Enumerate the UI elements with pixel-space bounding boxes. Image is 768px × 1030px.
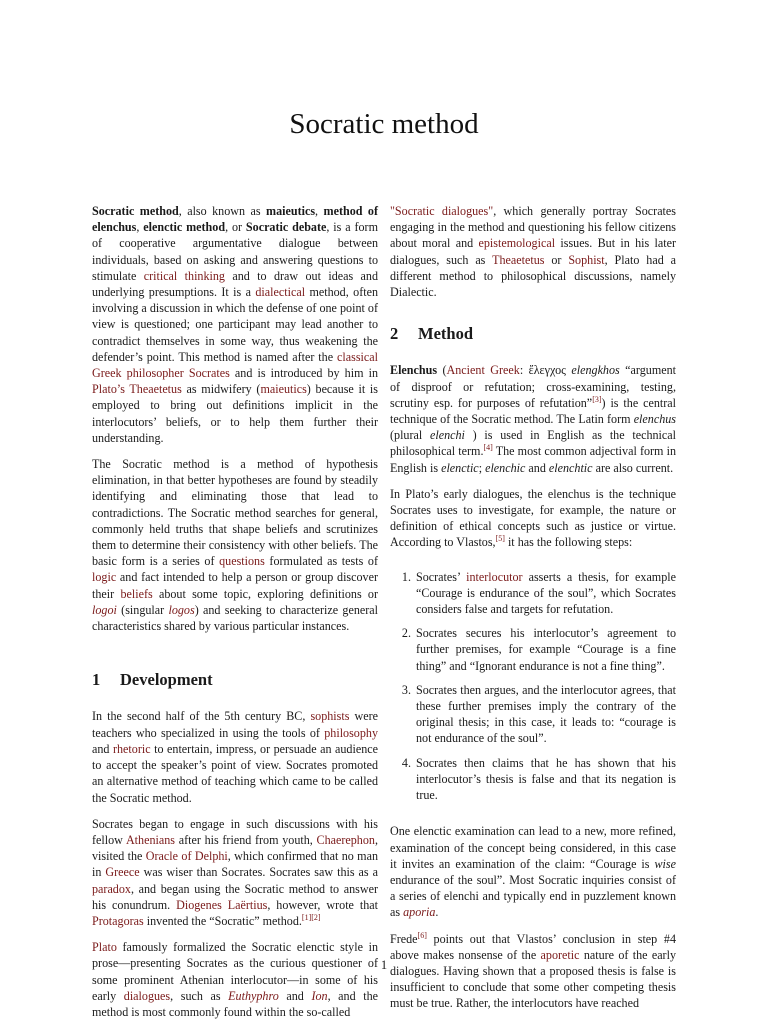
link-euthyphro[interactable]: Euthyphro [228,988,279,1003]
section-heading-method [390,326,676,342]
page-title: Socratic method [289,108,479,140]
link-epistemological[interactable]: epistemological [478,236,556,251]
section-number: 1 [92,670,101,690]
link-logoi[interactable]: logoi [92,602,117,617]
link-diogenes-laertius[interactable]: Diogenes Laërtius [176,897,268,912]
link-classical-greek-philosopher-socrates[interactable]: classical Greek philosopher Socrates [92,349,378,381]
link-dialectical[interactable]: dialectical [255,285,306,300]
section-heading-development [92,672,378,688]
right-column [390,203,676,1022]
section-title: Development [120,670,213,690]
link-sophists[interactable]: sophists [310,709,350,724]
frede-paragraph: Frede[6] points out that Vlastos’ conclusion in step #4 above makes nonsense of the aporetic nature of the early dialogues. Having shown that a proposed thesis is false is insufficient to conclude that some other competing thesis must be true. Rather, the interlocutors have reached [390,930,676,1011]
elenchus-paragraph: Elenchus (Ancient Greek: ἔλεγχος elengkhos “argument of disproof or refutation; cross-examining, testing, scrutiny esp. for purposes of refutation”[3]) is the central technique of the Socratic method. The Latin form elenchus (plural elenchi ) is used in English as the technical philosophical term.[4] The most common adjectival form in English is elenctic; elenchic and elenchtic are also current. [390,363,676,475]
link-logos[interactable]: logos [168,602,195,617]
hypothesis-paragraph: The Socratic method is a method of hypothesis elimination, in that better hypotheses are found by steadily identifying and eliminating those that lead to contradictions. The Socratic method searches for general, commonly held truths that shape beliefs and scrutinizes them to determine their consistency with other beliefs. The basic form is a series of questions formulated as tests of logic and fact intended to help a person or group discover their beliefs about some topic, exploring definitions or logoi (singular logos) and seeking to characterize general characteristics shared by various particular instances. [92,457,379,634]
citation-6[interactable]: [6] [417,930,427,940]
left-column [92,203,378,1030]
link-ancient-greek[interactable]: Ancient Greek [446,363,520,378]
citation-4[interactable]: [4] [483,443,493,453]
development-paragraph-1: In the second half of the 5th century BC, sophists were teachers who specialized in using the tools of philosophy and rhetoric to entertain, impress, or persuade an audience to accept the speaker’s point of view. Socrates promoted an alternative method of teaching which came to be called the Socratic method. [92,709,378,805]
link-sophist[interactable]: Sophist [568,252,605,267]
link-oracle-of-delphi[interactable]: Oracle of Delphi [145,849,228,864]
link-logic[interactable]: logic [92,570,117,585]
link-socratic-dialogues[interactable]: "Socratic dialogues" [390,204,494,218]
section-title: Method [418,324,473,344]
list-item: 3. Socrates then argues, and the interlocutor agrees, that these further premises imply the contrary of the original thesis; in this case, it leads to: “courage is not endurance of the soul”. [414,682,676,747]
dialogues-paragraph: "Socratic dialogues", which generally portray Socrates engaging in the method and questioning his fellow citizens about moral and epistemological issues. But in his later dialogues, such as Theaetetus or Sophist, Plato had a different method to philosophical discussions, namely Dialectic. [390,204,677,300]
link-interlocutor[interactable]: interlocutor [466,569,523,584]
link-plato[interactable]: Plato [92,940,117,955]
list-item: 4. Socrates then claims that he has shown that his interlocutor’s thesis is false and that its negation is true. [414,755,676,804]
development-paragraph-3: Plato famously formalized the Socratic elenctic style in prose—presenting Socrates as the curious questioner of some prominent Athenian interlocutor—in some of his early dialogues, such as Euthyphro and Ion, and the method is most commonly found within the so-called [92,940,379,1019]
examination-paragraph: One elenctic examination can lead to a new, more refined, examination of the concept being considered, in this case it invites an examination of the claim: “Courage is wise endurance of the soul”. Most Socratic inquiries consist of a series of elenchi and typically end in puzzlement known as aporia. [390,824,676,920]
link-rhetoric[interactable]: rhetoric [112,741,151,756]
development-paragraph-2: Socrates began to engage in such discussions with his fellow Athenians after his friend from youth, Chaerephon, visited the Oracle of Delphi, which confirmed that no man in Greece was wiser than Socrates. Socrates saw this as a paradox, and began using the Socratic method to answer his conundrum. Diogenes Laërtius, however, wrote that Protagoras invented the “Socratic” method.[1][2] [92,816,379,928]
link-questions[interactable]: questions [219,554,265,569]
citation-5[interactable]: [5] [495,534,505,544]
link-paradox[interactable]: paradox [92,881,131,896]
list-item: 1. Socrates’ interlocutor asserts a thesis, for example “Courage is endurance of the soul”, which Socrates considers false and targets for refutation. [414,569,676,618]
link-greece[interactable]: Greece [105,865,140,880]
link-platos-theaetetus[interactable]: Plato’s Theaetetus [92,382,182,397]
section-number: 2 [390,324,399,344]
link-athenians[interactable]: Athenians [125,832,175,847]
intro-paragraph: Socratic method, also known as maieutics, method of elenchus, elenctic method, or Socratic debate, is a form of cooperative argumentative dialogue between individuals, based on asking and answering questions to stimulate critical thinking and to draw out ideas and underlying presumptions. It is a dialectical method, often involving a discussion in which the defense of one point of view is questioned; one participant may lead another to contradict themselves in some way, thus weakening the defender’s point. This method is named after the classical Greek philosopher Socrates and is introduced by him in Plato’s Theaetetus as midwifery (maieutics) because it is employed to bring out definitions implicit in the interlocutors’ beliefs, or to help them further their understanding. [92,204,379,445]
list-item: 2. Socrates secures his interlocutor’s agreement to further premises, for example “Courage is a fine thing” and “Ignorant endurance is not a fine thing”. [414,625,676,674]
citation-1[interactable]: [1] [301,912,312,922]
page-number: 1 [380,958,388,972]
steps-list [390,569,676,804]
link-critical-thinking[interactable]: critical thinking [143,268,225,283]
link-aporetic[interactable]: aporetic [540,947,580,962]
link-beliefs[interactable]: beliefs [120,586,153,601]
link-chaerephon[interactable]: Chaerephon [316,832,375,847]
citation-3[interactable]: [3] [592,394,602,404]
link-theaetetus[interactable]: Theaetetus [492,252,545,267]
citation-2[interactable]: [2] [311,912,321,922]
link-ion[interactable]: Ion [311,988,328,1003]
link-dialogues[interactable]: dialogues [123,988,171,1003]
link-philosophy[interactable]: philosophy [324,725,378,740]
link-aporia[interactable]: aporia [403,905,436,920]
link-maieutics[interactable]: maieutics [260,382,307,397]
link-protagoras[interactable]: Protagoras [92,913,144,928]
early-dialogues-paragraph: In Plato’s early dialogues, the elenchus is the technique Socrates uses to investigate, for example, the nature or definition of ethical concepts such as justice or virtue. According to Vlastos,[5] it has the following steps: [390,486,676,550]
